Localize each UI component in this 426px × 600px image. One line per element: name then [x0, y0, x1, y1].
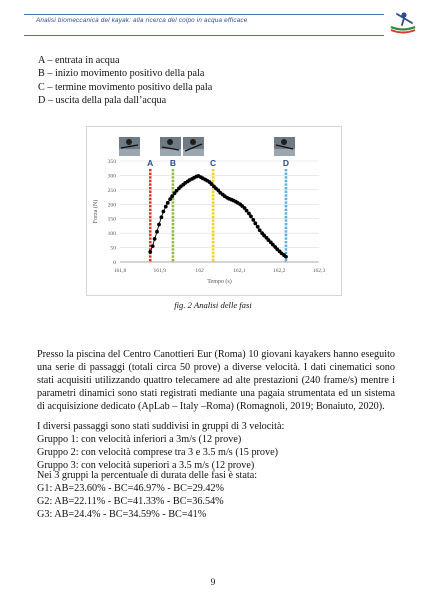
y-tick-label: 50 [110, 245, 116, 252]
group-1-line: Gruppo 1: con velocità inferiori a 3m/s (12 prove) [37, 434, 242, 446]
x-tick-label: 162,2 [272, 268, 286, 274]
result-g3-line: G3: AB=24.4% - BC=34.59% - BC=41% [37, 509, 207, 521]
phase-marker-label-d: D [282, 158, 290, 168]
force-data-point [251, 218, 255, 222]
phase-marker-label-a: A [147, 158, 154, 168]
phase-line-d: D – uscita della pala dall’acqua [38, 94, 167, 106]
running-header-title: Analisi biomeccanica del kayak: alla ricerca del colpo in acqua efficace [36, 17, 248, 24]
force-data-point [161, 210, 165, 214]
force-data-point [151, 244, 155, 248]
x-axis-label: Tempo (s) [207, 279, 232, 285]
force-data-point [253, 221, 257, 225]
force-data-point [166, 201, 170, 205]
force-data-point [164, 205, 168, 209]
phase-marker-label-c: C [210, 158, 217, 168]
x-tick-label: 161,9 [153, 268, 167, 274]
y-tick-label: 350 [107, 159, 116, 165]
phase-marker-label-b: B [169, 158, 177, 168]
force-series-line [150, 176, 286, 257]
figure-caption: fig. 2 Analisi delle fasi [174, 300, 252, 310]
figure-phase-analysis [86, 126, 342, 296]
kayak-photo-a-icon [119, 137, 140, 156]
force-data-point [284, 255, 288, 259]
x-tick-label: 162,3 [312, 268, 326, 274]
y-tick-label: 250 [107, 187, 116, 194]
group-3-line: Gruppo 3: con velocità superiori a 3.5 m/s (12 prove) [37, 460, 255, 472]
force-data-point [155, 230, 159, 234]
phase-line-c: C – termine movimento positivo della pala [38, 81, 213, 93]
y-tick-label: 100 [107, 231, 116, 238]
force-data-point [256, 225, 260, 229]
x-tick-label: 162,1 [233, 268, 246, 274]
y-tick-label: 200 [107, 202, 116, 209]
force-data-point [153, 237, 157, 241]
result-g1-line: G1: AB=23.60% - BC=46.97% - BC=29.42% [37, 483, 225, 495]
x-tick-label: 162 [195, 268, 204, 274]
result-g2-line: G2: AB=22.11% - BC=41.33% - BC=36.54% [37, 496, 224, 508]
page-number: 9 [210, 578, 216, 588]
force-data-point [148, 250, 152, 254]
phase-line-a: A – entrata in acqua [38, 55, 120, 66]
body-paragraph-method: Presso la piscina del Centro Canottieri Eur (Roma) 10 giovani kayakers hanno eseguito una serie di passaggi (totali circa 50 prove) a diverse velocità. I dati cinematici sono stati acquisiti utilizzando quattro telecamere ad alte prestazioni (240 frame/s) mentre i parametri dinamici sono stati registrati mediante una pagaia strumentata ed un sistema di acquisizione dedicato (ApLab – Italy –Roma) (Romagnoli, 2019; Bonaiuto, 2020). [37, 349, 395, 413]
kayak-photo-b-icon [160, 137, 181, 156]
groups-intro-line: I diversi passaggi sono stati suddivisi in gruppi di 3 velocità: [37, 421, 285, 432]
results-intro-line: Nei 3 gruppi la percentuale di durata delle fasi è stata: [37, 470, 258, 481]
phase-legend-list [38, 54, 212, 107]
phase-line-b: B – inizio movimento positivo della pala [38, 68, 205, 80]
y-tick-label: 0 [113, 260, 116, 266]
y-tick-label: 300 [107, 173, 116, 180]
force-time-chart [87, 127, 341, 295]
y-tick-label: 150 [107, 216, 116, 223]
x-tick-label: 161,8 [113, 268, 127, 274]
force-data-point [159, 215, 163, 219]
y-axis-label: Forza (N) [93, 199, 99, 224]
kayak-photo-d-icon [274, 137, 295, 156]
group-2-line: Gruppo 2: con velocità comprese tra 3 e 3.5 m/s (15 prove) [37, 447, 279, 459]
body-paragraph-results [37, 469, 367, 521]
kayak-logo-icon [388, 6, 418, 36]
kayak-photo-strip [119, 137, 295, 156]
force-data-point [157, 223, 161, 227]
force-data-point [249, 215, 253, 219]
kayak-photo-c-icon [183, 137, 204, 156]
body-paragraph-groups [37, 420, 367, 472]
